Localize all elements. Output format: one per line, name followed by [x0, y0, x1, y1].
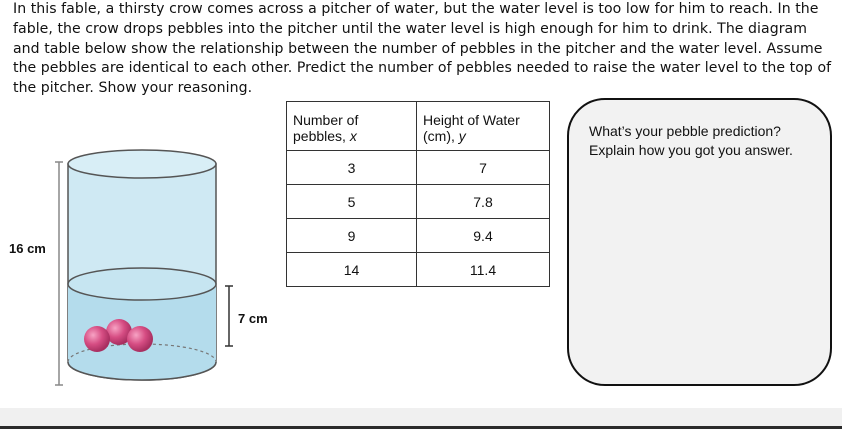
pebble-count-cell: 5 [287, 185, 417, 219]
table-row [287, 219, 550, 253]
problem-text: In this fable, a thirsty crow comes across a pitcher of water, but the water level is too low for him to reach. In the fable, the crow drops pebbles into the pitcher until the water level is high enough for him to drink. The diagram and table below show the relationship between the number of pebbles in the pitcher and the water level. Assume the pebbles are identical to each other. Predict the number of pebbles needed to raise the water level to the top of the pitcher. Show your reasoning. [13, 1, 832, 97]
water-height-cell: 11.4 [417, 253, 550, 287]
water-height-cell: 9.4 [417, 219, 550, 253]
water-height-cell: 7.8 [417, 185, 550, 219]
pebble-count-cell: 3 [287, 151, 417, 185]
pebble [84, 326, 110, 352]
water-surface [68, 268, 216, 300]
pebble-table [286, 101, 550, 287]
table-row [287, 185, 550, 219]
table-row [287, 253, 550, 287]
bottom-band [0, 408, 842, 426]
table-row [287, 151, 550, 185]
callout-instruction: Explain how you got you answer. [589, 142, 793, 158]
water-height-label: 7 cm [238, 311, 268, 326]
header-water-height: Height of Water (cm), y [417, 102, 550, 151]
table-header-row [287, 102, 550, 151]
pitcher-top-rim [68, 150, 216, 178]
callout-question: What’s your pebble prediction? [589, 123, 781, 139]
pitcher-illustration [0, 140, 290, 400]
prediction-callout-box [567, 98, 832, 386]
pebble-count-cell: 14 [287, 253, 417, 287]
header-pebbles: Number of pebbles, x [287, 102, 417, 151]
height-label: 16 cm [9, 241, 46, 256]
pebble-count-cell: 9 [287, 219, 417, 253]
pitcher-diagram [0, 140, 290, 400]
water-height-cell: 7 [417, 151, 550, 185]
pebble [127, 326, 153, 352]
